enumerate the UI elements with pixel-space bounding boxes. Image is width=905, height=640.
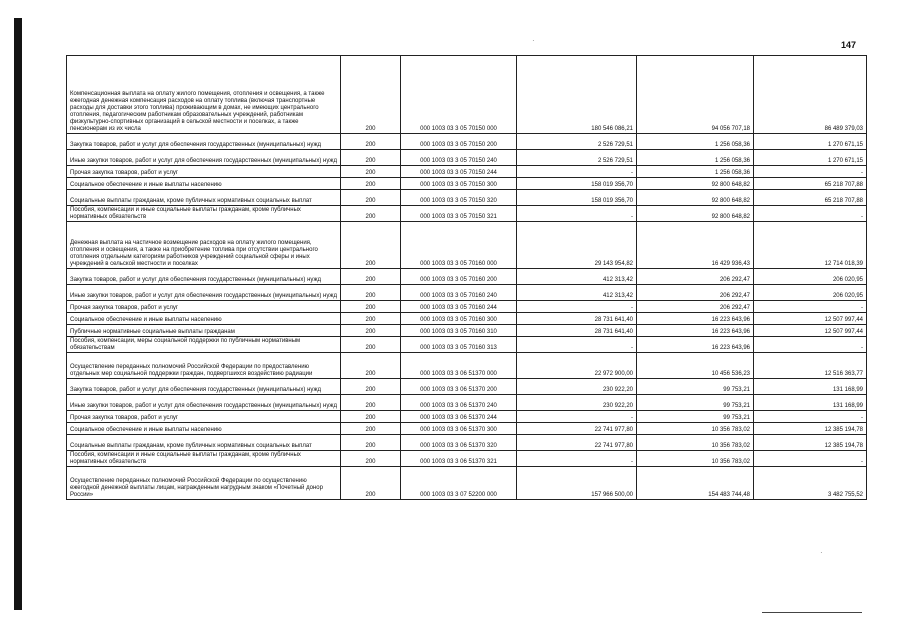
row-approved-amount: 412 313,42 <box>517 269 637 285</box>
row-line-code: 200 <box>341 134 401 150</box>
page-number: 147 <box>841 40 857 50</box>
row-budget-classification-code: 000 1003 03 3 05 70150 200 <box>401 134 517 150</box>
row-approved-amount: 158 019 356,70 <box>517 190 637 206</box>
row-unexecuted-amount: 3 482 755,52 <box>754 467 867 500</box>
row-approved-amount: 230 922,20 <box>517 395 637 411</box>
row-unexecuted-amount: - <box>754 451 867 467</box>
row-budget-classification-code: 000 1003 03 3 05 70160 240 <box>401 285 517 301</box>
row-description: Пособия, компенсации, меры социальной поддержки по публичным нормативным обязательствам <box>67 337 341 353</box>
row-approved-amount: 230 922,20 <box>517 379 637 395</box>
table-row <box>67 134 867 150</box>
table-row <box>67 222 867 269</box>
row-executed-amount: 99 753,21 <box>637 395 754 411</box>
row-line-code: 200 <box>341 379 401 395</box>
row-executed-amount: 10 356 783,02 <box>637 423 754 435</box>
row-approved-amount: 2 526 729,51 <box>517 134 637 150</box>
table-row <box>67 411 867 423</box>
row-approved-amount: 22 741 977,80 <box>517 423 637 435</box>
row-approved-amount: 28 731 641,40 <box>517 325 637 337</box>
row-description: Закупка товаров, работ и услуг для обеспечения государственных (муниципальных) нужд <box>67 269 341 285</box>
row-executed-amount: 1 256 058,36 <box>637 134 754 150</box>
row-approved-amount: 158 019 356,70 <box>517 178 637 190</box>
row-description: Компенсационная выплата на оплату жилого помещения, отопления и освещения, а также ежегодная денежная компенсация расходов на оплату топлива (включая транспортные расходы для доставки этого топлива) проживающим в домах, не имеющих центрального отопления, педагогическим работникам образовательных учреждений, работникам физкультурно-спортивных организаций в сельской местности и поселках, а также пенсионерам из их числа <box>67 56 341 134</box>
row-line-code: 200 <box>341 206 401 222</box>
row-budget-classification-code: 000 1003 03 3 06 51370 320 <box>401 435 517 451</box>
row-unexecuted-amount: 12 385 194,78 <box>754 423 867 435</box>
table-row <box>67 150 867 166</box>
row-approved-amount: 412 313,42 <box>517 285 637 301</box>
row-unexecuted-amount: - <box>754 166 867 178</box>
row-unexecuted-amount: 131 168,99 <box>754 395 867 411</box>
row-executed-amount: 1 256 058,36 <box>637 166 754 178</box>
row-unexecuted-amount: 206 020,95 <box>754 285 867 301</box>
row-budget-classification-code: 000 1003 03 3 06 51370 300 <box>401 423 517 435</box>
row-unexecuted-amount: 12 516 363,77 <box>754 353 867 379</box>
row-unexecuted-amount: - <box>754 411 867 423</box>
row-approved-amount: 22 972 900,00 <box>517 353 637 379</box>
table-row <box>67 56 867 134</box>
row-budget-classification-code: 000 1003 03 3 07 52200 000 <box>401 467 517 500</box>
row-budget-classification-code: 000 1003 03 3 06 51370 240 <box>401 395 517 411</box>
row-approved-amount: 2 526 729,51 <box>517 150 637 166</box>
row-description: Прочая закупка товаров, работ и услуг <box>67 411 341 423</box>
row-executed-amount: 16 223 643,96 <box>637 337 754 353</box>
row-approved-amount: - <box>517 451 637 467</box>
table-row <box>67 353 867 379</box>
row-description: Социальное обеспечение и иные выплаты населению <box>67 178 341 190</box>
row-budget-classification-code: 000 1003 03 3 05 70160 200 <box>401 269 517 285</box>
row-unexecuted-amount: 65 218 707,88 <box>754 178 867 190</box>
row-executed-amount: 1 256 058,36 <box>637 150 754 166</box>
row-executed-amount: 94 056 707,18 <box>637 56 754 134</box>
row-approved-amount: - <box>517 411 637 423</box>
row-line-code: 200 <box>341 269 401 285</box>
row-description: Иные закупки товаров, работ и услуг для обеспечения государственных (муниципальных) нужд <box>67 395 341 411</box>
row-budget-classification-code: 000 1003 03 3 06 51370 000 <box>401 353 517 379</box>
row-line-code: 200 <box>341 178 401 190</box>
row-unexecuted-amount: 1 270 671,15 <box>754 150 867 166</box>
row-budget-classification-code: 000 1003 03 3 05 70160 310 <box>401 325 517 337</box>
table-row <box>67 451 867 467</box>
row-line-code: 200 <box>341 301 401 313</box>
row-description: Социальные выплаты гражданам, кроме публичных нормативных социальных выплат <box>67 435 341 451</box>
table-row <box>67 467 867 500</box>
row-approved-amount: - <box>517 301 637 313</box>
row-executed-amount: 92 800 648,82 <box>637 206 754 222</box>
budget-table-body <box>67 56 867 500</box>
row-unexecuted-amount: 65 218 707,88 <box>754 190 867 206</box>
row-approved-amount: - <box>517 206 637 222</box>
row-line-code: 200 <box>341 467 401 500</box>
row-line-code: 200 <box>341 435 401 451</box>
row-line-code: 200 <box>341 285 401 301</box>
row-budget-classification-code: 000 1003 03 3 06 51370 321 <box>401 451 517 467</box>
row-line-code: 200 <box>341 150 401 166</box>
row-executed-amount: 92 800 648,82 <box>637 190 754 206</box>
row-description: Социальное обеспечение и иные выплаты населению <box>67 313 341 325</box>
row-executed-amount: 99 753,21 <box>637 379 754 395</box>
row-unexecuted-amount: 206 020,95 <box>754 269 867 285</box>
table-row <box>67 313 867 325</box>
scan-binding-edge <box>14 18 22 610</box>
row-line-code: 200 <box>341 222 401 269</box>
row-description: Закупка товаров, работ и услуг для обеспечения государственных (муниципальных) нужд <box>67 379 341 395</box>
row-executed-amount: 154 483 744,48 <box>637 467 754 500</box>
row-approved-amount: 28 731 641,40 <box>517 313 637 325</box>
row-executed-amount: 16 429 936,43 <box>637 222 754 269</box>
table-row <box>67 206 867 222</box>
row-budget-classification-code: 000 1003 03 3 05 70150 244 <box>401 166 517 178</box>
table-row <box>67 379 867 395</box>
row-executed-amount: 10 456 536,23 <box>637 353 754 379</box>
scan-artifact-line <box>762 612 862 613</box>
row-approved-amount: 22 741 977,80 <box>517 435 637 451</box>
row-description: Прочая закупка товаров, работ и услуг <box>67 301 341 313</box>
row-line-code: 200 <box>341 325 401 337</box>
row-line-code: 200 <box>341 423 401 435</box>
row-budget-classification-code: 000 1003 03 3 05 70160 244 <box>401 301 517 313</box>
row-description: Осуществление переданных полномочий Российской Федерации по предоставлению отдельных мер социальной поддержки граждан, подвергшихся воздействию радиации <box>67 353 341 379</box>
table-row <box>67 166 867 178</box>
row-unexecuted-amount: - <box>754 206 867 222</box>
table-row <box>67 269 867 285</box>
table-row <box>67 285 867 301</box>
row-approved-amount: - <box>517 166 637 178</box>
table-row <box>67 337 867 353</box>
row-line-code: 200 <box>341 313 401 325</box>
budget-table <box>66 55 867 500</box>
row-executed-amount: 206 292,47 <box>637 269 754 285</box>
row-line-code: 200 <box>341 353 401 379</box>
row-budget-classification-code: 000 1003 03 3 05 70160 313 <box>401 337 517 353</box>
table-row <box>67 301 867 313</box>
row-description: Денежная выплата на частичное возмещение расходов на оплату жилого помещения, отопления и освещения, а также на приобретение топлива при отсутствии центрального отопления отдельным категориям работников учреждений социальной сферы и иных учреждений в сельской местности и поселках <box>67 222 341 269</box>
row-description: Иные закупки товаров, работ и услуг для обеспечения государственных (муниципальных) нужд <box>67 285 341 301</box>
table-row <box>67 325 867 337</box>
row-budget-classification-code: 000 1003 03 3 05 70150 321 <box>401 206 517 222</box>
row-description: Социальные выплаты гражданам, кроме публичных нормативных социальных выплат <box>67 190 341 206</box>
row-approved-amount: - <box>517 337 637 353</box>
row-description: Иные закупки товаров, работ и услуг для обеспечения государственных (муниципальных) нужд <box>67 150 341 166</box>
row-unexecuted-amount: 86 489 379,03 <box>754 56 867 134</box>
row-description: Закупка товаров, работ и услуг для обеспечения государственных (муниципальных) нужд <box>67 134 341 150</box>
table-row <box>67 435 867 451</box>
row-executed-amount: 16 223 643,96 <box>637 313 754 325</box>
row-line-code: 200 <box>341 190 401 206</box>
row-unexecuted-amount: - <box>754 301 867 313</box>
table-row <box>67 178 867 190</box>
table-row <box>67 395 867 411</box>
row-budget-classification-code: 000 1003 03 3 05 70150 000 <box>401 56 517 134</box>
row-budget-classification-code: 000 1003 03 3 05 70150 320 <box>401 190 517 206</box>
row-budget-classification-code: 000 1003 03 3 05 70150 240 <box>401 150 517 166</box>
row-unexecuted-amount: 12 507 997,44 <box>754 313 867 325</box>
row-executed-amount: 99 753,21 <box>637 411 754 423</box>
row-budget-classification-code: 000 1003 03 3 06 51370 244 <box>401 411 517 423</box>
row-budget-classification-code: 000 1003 03 3 05 70160 300 <box>401 313 517 325</box>
row-description: Пособия, компенсации и иные социальные выплаты гражданам, кроме публичных нормативных обязательств <box>67 451 341 467</box>
row-budget-classification-code: 000 1003 03 3 06 51370 200 <box>401 379 517 395</box>
row-line-code: 200 <box>341 451 401 467</box>
row-unexecuted-amount: 12 714 018,39 <box>754 222 867 269</box>
row-unexecuted-amount: 12 385 194,78 <box>754 435 867 451</box>
row-unexecuted-amount: 131 168,99 <box>754 379 867 395</box>
row-description: Публичные нормативные социальные выплаты гражданам <box>67 325 341 337</box>
row-executed-amount: 16 223 643,96 <box>637 325 754 337</box>
row-executed-amount: 92 800 648,82 <box>637 178 754 190</box>
table-row <box>67 423 867 435</box>
row-unexecuted-amount: - <box>754 337 867 353</box>
table-row <box>67 190 867 206</box>
row-executed-amount: 10 356 783,02 <box>637 451 754 467</box>
row-line-code: 200 <box>341 56 401 134</box>
row-line-code: 200 <box>341 337 401 353</box>
row-approved-amount: 29 143 954,82 <box>517 222 637 269</box>
row-line-code: 200 <box>341 411 401 423</box>
row-executed-amount: 206 292,47 <box>637 301 754 313</box>
row-description: Прочая закупка товаров, работ и услуг <box>67 166 341 178</box>
row-budget-classification-code: 000 1003 03 3 05 70160 000 <box>401 222 517 269</box>
row-description: Осуществление переданных полномочий Российской Федерации по осуществлению ежегодной денежной выплаты лицам, награжденным нагрудным знаком «Почетный донор России» <box>67 467 341 500</box>
row-line-code: 200 <box>341 395 401 411</box>
row-line-code: 200 <box>341 166 401 178</box>
row-unexecuted-amount: 12 507 997,44 <box>754 325 867 337</box>
scan-speck: · <box>532 36 535 45</box>
row-approved-amount: 180 546 086,21 <box>517 56 637 134</box>
row-description: Пособия, компенсации и иные социальные выплаты гражданам, кроме публичных нормативных обязательств <box>67 206 341 222</box>
row-budget-classification-code: 000 1003 03 3 05 70150 300 <box>401 178 517 190</box>
row-unexecuted-amount: 1 270 671,15 <box>754 134 867 150</box>
scan-speck: · <box>820 548 823 557</box>
row-approved-amount: 157 966 500,00 <box>517 467 637 500</box>
row-executed-amount: 10 356 783,02 <box>637 435 754 451</box>
row-description: Социальное обеспечение и иные выплаты населению <box>67 423 341 435</box>
row-executed-amount: 206 292,47 <box>637 285 754 301</box>
